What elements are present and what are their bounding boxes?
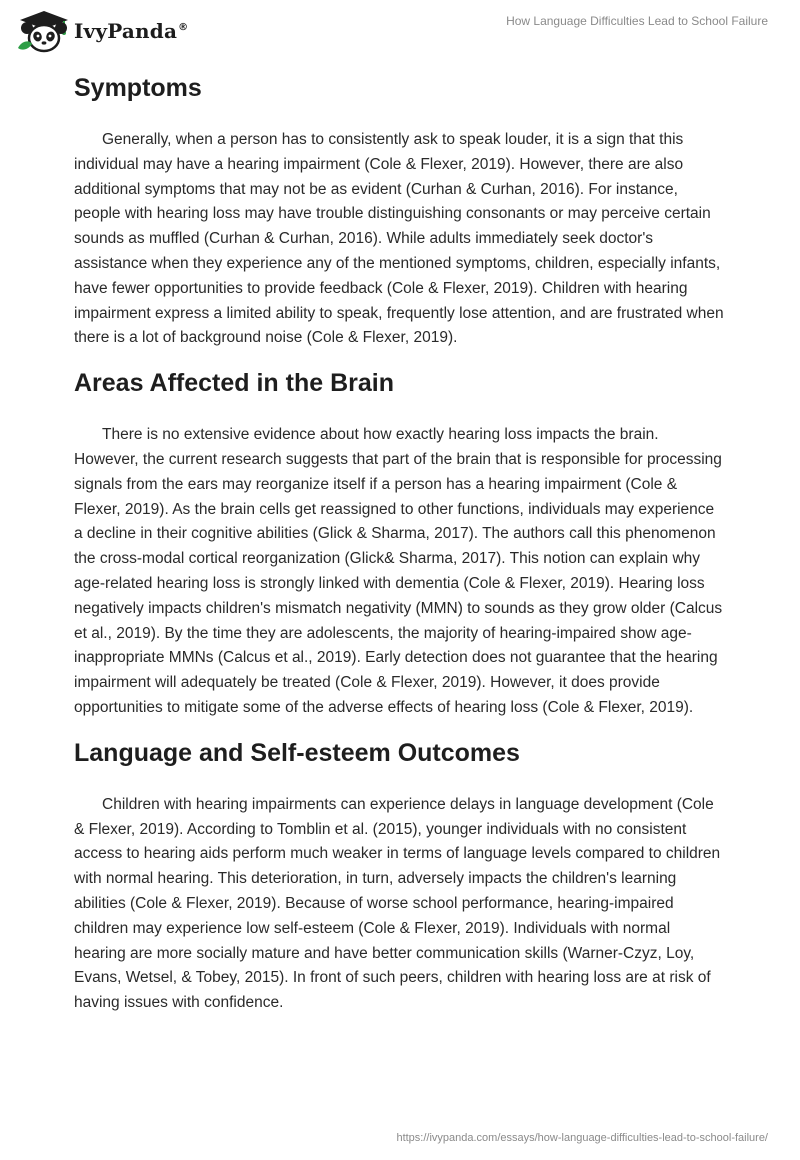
- section-symptoms: [74, 68, 724, 351]
- registered-mark: ®: [178, 22, 189, 34]
- source-url[interactable]: https://ivypanda.com/essays/how-language-difficulties-lead-to-school-failure/: [396, 1132, 768, 1144]
- document-title: How Language Difficulties Lead to School Failure: [506, 14, 768, 28]
- section-paragraph: Generally, when a person has to consistently ask to speak louder, it is a sign that this individual may have a hearing impairment (Cole & Flexer, 2019). However, there are also additional symptoms that may not be as evident (Curhan & Curhan, 2016). For instance, people with hearing loss may have trouble distinguishing consonants or may perceive certain sounds as muffled (Curhan & Curhan, 2016). While adults immediately seek doctor's assistance when they experience any of the mentioned symptoms, children, especially infants, have fewer opportunities to provide feedback (Cole & Flexer, 2019). Children with hearing impairment express a limited ability to speak, frequently lose attention, and are frustrated when there is a lot of background noise (Cole & Flexer, 2019).: [74, 131, 724, 347]
- section-paragraph: Children with hearing impairments can experience delays in language development (Cole & Flexer, 2019). According to Tomblin et al. (2015), younger individuals with no consistent access to hearing aids perform much weaker in terms of language levels compared to children with normal hearing. This deterioration, in turn, adversely impacts the children's learning abilities (Cole & Flexer, 2019). Because of worse school performance, hearing-impaired children may experience low self-esteem (Cole & Flexer, 2019). Individuals with normal hearing are more socially mature and have better communication skills (Warner-Czyz, Loy, Evans, Wetsel, & Tobey, 2015). In front of such peers, children with hearing loss are at risk of having issues with confidence.: [74, 795, 721, 1012]
- section-heading: Areas Affected in the Brain: [74, 369, 394, 398]
- section-heading: Symptoms: [74, 74, 202, 102]
- section-paragraph: There is no extensive evidence about how exactly hearing loss impacts the brain. However, the current research suggests that part of the brain that is responsible for processing signals from the ears may reorganize itself if a person has a hearing impairment (Cole & Flexer, 2019). As the brain cells get reassigned to other functions, individuals may experience a decline in their cognitive abilities (Glick & Sharma, 2017). The authors call this phenomenon the cross-modal cortical reorganization (Glick& Sharma, 2017). This notion can explain why age-related hearing loss is strongly linked with dementia (Cole & Flexer, 2019). Hearing loss negatively impacts children's mismatch negativity (MMN) to sounds as they grow older (Calcus et al., 2019). By the time they are adolescents, the majority of hearing-impaired show age-inappropriate MMNs (Calcus et al., 2019). Early detection does not guarantee that the hearing impairment will adequately be treated (Cole & Flexer, 2019). However, it does provide opportunities to mitigate some of the adverse effects of hearing loss (Cole & Flexer, 2019).: [74, 426, 723, 716]
- section-heading: Language and Self-esteem Outcomes: [74, 738, 520, 767]
- ivypanda-logo[interactable]: [14, 8, 188, 54]
- page-header: [0, 0, 800, 60]
- panda-graduate-icon: [14, 8, 72, 54]
- section-language-self-esteem: [74, 733, 724, 1016]
- section-brain-areas: [74, 363, 724, 721]
- brand-name: IvyPanda®: [74, 19, 189, 43]
- essay-body: [74, 68, 724, 1028]
